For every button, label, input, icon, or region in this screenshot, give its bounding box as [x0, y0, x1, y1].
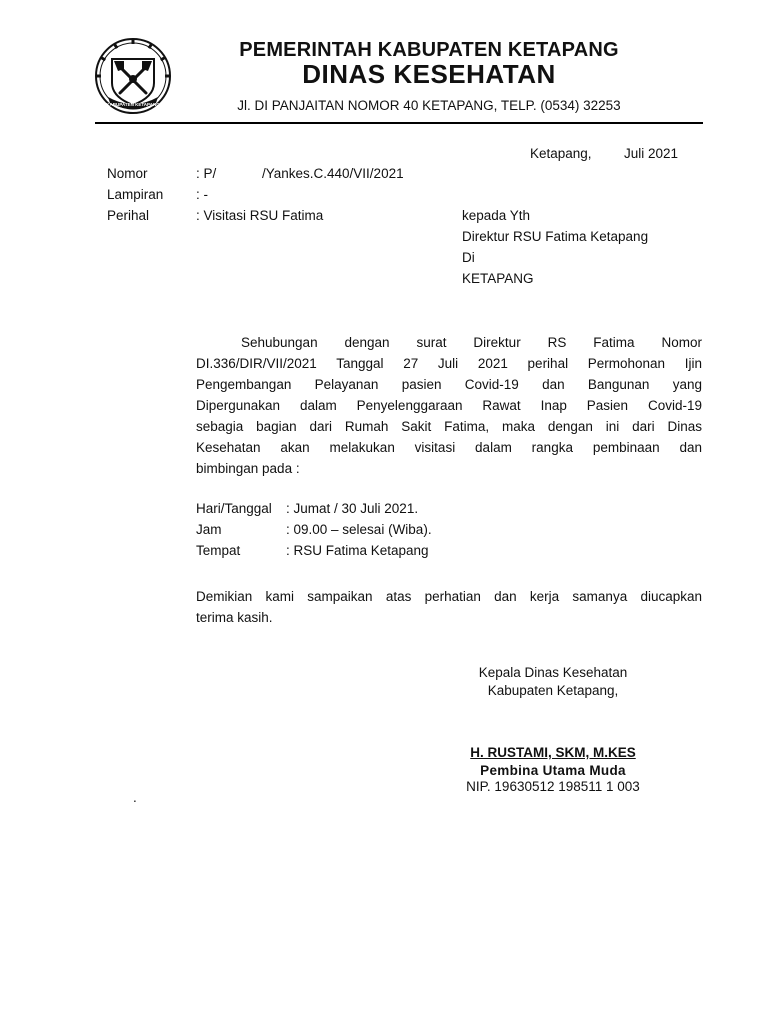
schedule-place-label: Tempat	[196, 543, 241, 558]
recipient-salutation: kepada Yth	[462, 208, 531, 223]
body-line: DI.336/DIR/VII/2021 Tanggal 27 Juli 2021 perihal Permohonan Ijin	[196, 356, 702, 371]
signatory-title: Kepala Dinas Kesehatan	[478, 665, 628, 680]
perihal-label: Perihal	[107, 208, 150, 223]
nomor-value-prefix: : P/	[196, 166, 217, 181]
lampiran-label: Lampiran	[107, 187, 164, 202]
closing-line: terima kasih.	[196, 610, 273, 625]
body-line: Kesehatan akan melakukan visitasi dalam rangka pembinaan dan	[196, 440, 702, 455]
recipient-city: KETAPANG	[462, 271, 534, 286]
letterhead-rule	[95, 122, 703, 124]
signatory-rank: Pembina Utama Muda	[480, 763, 626, 778]
signatory-name: H. RUSTAMI, SKM, M.KES	[470, 745, 636, 760]
body-line: bimbingan pada :	[196, 461, 300, 476]
body-line: sebagia bagian dari Rumah Sakit Fatima, maka dengan ini dari Dinas	[196, 419, 702, 434]
letter-date: Juli 2021	[624, 146, 679, 161]
department-name: DINAS KESEHATAN	[302, 59, 556, 89]
body-line: Pengembangan Pelayanan pasien Covid-19 dan Bangunan yang	[196, 377, 702, 392]
letter-place: Ketapang,	[530, 146, 592, 161]
body-line: Dipergunakan dalam Penyelenggaraan Rawat Inap Pasien Covid-19	[196, 398, 702, 413]
schedule-day-value: : Jumat / 30 Juli 2021.	[286, 501, 419, 516]
regency-emblem-logo	[94, 37, 172, 115]
signatory-region: Kabupaten Ketapang,	[487, 683, 619, 698]
schedule-place-value: : RSU Fatima Ketapang	[286, 543, 429, 558]
perihal-value: : Visitasi RSU Fatima	[196, 208, 324, 223]
schedule-time-value: : 09.00 – selesai (Wiba).	[286, 522, 432, 537]
nomor-value-suffix: /Yankes.C.440/VII/2021	[262, 166, 404, 181]
recipient-name: Direktur RSU Fatima Ketapang	[462, 229, 649, 244]
office-address: Jl. DI PANJAITAN NOMOR 40 KETAPANG, TELP. (0534) 32253	[237, 98, 621, 113]
stray-dot: .	[133, 790, 137, 805]
schedule-time-label: Jam	[196, 522, 222, 537]
org-name: PEMERINTAH KABUPATEN KETAPANG	[239, 39, 619, 61]
recipient-di: Di	[462, 250, 475, 265]
body-line: Sehubungan dengan surat Direktur RS Fatima Nomor	[241, 335, 702, 350]
lampiran-value: : -	[196, 187, 208, 202]
logo-banner-text: KABUPATEN KETAPANG	[106, 102, 160, 107]
nomor-label: Nomor	[107, 166, 148, 181]
closing-line: Demikian kami sampaikan atas perhatian dan kerja samanya diucapkan	[196, 589, 702, 604]
schedule-day-label: Hari/Tanggal	[196, 501, 272, 516]
signatory-nip: NIP. 19630512 198511 1 003	[466, 779, 640, 794]
